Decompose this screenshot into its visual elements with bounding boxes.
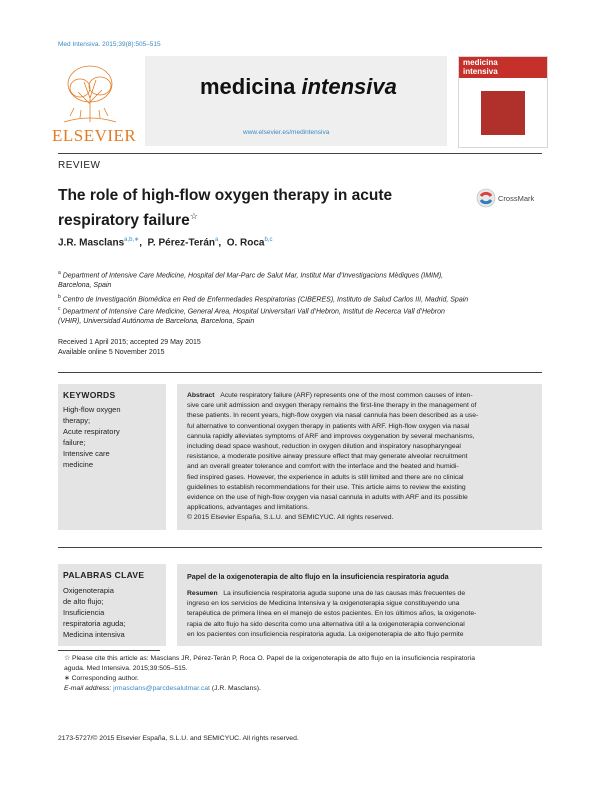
journal-title-italic: intensiva	[301, 74, 397, 99]
abstract-line: applications, advantages and limitations.	[187, 504, 310, 512]
journal-cover-thumbnail	[458, 56, 548, 148]
affiliation	[58, 304, 538, 327]
palabras-clave-heading: PALABRAS CLAVE	[63, 570, 145, 580]
affiliation-text: (VHIR), Universidad Autónoma de Barcelona, Barcelona, Spain	[58, 318, 255, 326]
email-link[interactable]: jrmasclans@parcdesalutmar.cat	[113, 685, 210, 692]
abstract-line: resistance, a moderate positive airway pressure effect that may generate alveolar recruitment	[187, 453, 468, 461]
resumen-line: ingreso en los servicios de Medicina Intensiva y la oxigenoterapia sigue constituyendo una	[187, 600, 460, 608]
footnote-star: ☆	[64, 655, 71, 662]
issn-copyright: 2173-5727/© 2015 Elsevier España, S.L.U. and SEMICYUC. All rights reserved.	[58, 735, 299, 742]
resumen-divider	[58, 547, 542, 548]
resumen-line: La insuficiencia respiratoria aguda supone una de las causas más frecuentes de	[223, 590, 466, 597]
author-name[interactable]: O. Roca	[226, 237, 265, 249]
resumen-line: rapia de alto flujo ha sido descrita como una alternativa útil a la oxigenoterapia convencional	[187, 620, 465, 628]
cover-image	[481, 91, 525, 135]
keywords-heading: KEYWORDS	[63, 390, 116, 400]
crossmark-icon	[476, 186, 546, 210]
footnote-text: Please cite this article as: Masclans JR, Pérez-Terán P, Roca O. Papel de la oxigenoterapia de alto flujo en la insuficiencia respiratoria	[71, 655, 475, 662]
footnote-divider	[58, 650, 160, 651]
article-dates	[58, 338, 201, 358]
cover-title-line1: medicina	[463, 58, 498, 67]
keyword-item: therapy;	[63, 416, 91, 425]
title-line-2: respiratory failure	[58, 212, 190, 230]
affiliation-sup: c	[58, 306, 61, 312]
affiliation	[58, 268, 538, 291]
abstract-line: ful alternative to conventional oxygen therapy in patients with ARF. High-flow oxygen via nasal	[187, 422, 470, 430]
cover-title	[463, 59, 498, 76]
author-name[interactable]: P. Pérez-Terán	[147, 237, 215, 249]
abstract-line: Acute respiratory failure (ARF) represents one of the most common causes of inten-	[220, 392, 473, 399]
keyword-item: Intensive care	[63, 449, 110, 458]
keyword-item: medicine	[63, 460, 94, 469]
resumen-line: terapéutica de primera línea en el manejo de estos pacientes. En los últimos años, la oxigenote-	[187, 610, 477, 618]
title-footnote-star[interactable]: ☆	[189, 211, 198, 221]
abstract-line: these patients. In recent years, high-flow oxygen via nasal cannula has been described as a use-	[187, 412, 479, 420]
crossmark-badge[interactable]	[476, 186, 546, 215]
author-sup[interactable]: a,b,∗	[124, 237, 140, 243]
corresponding-note: Corresponding author.	[71, 675, 139, 682]
resumen-label: Resumen	[187, 590, 218, 597]
palabras-clave-list	[63, 585, 126, 640]
article-title	[58, 186, 438, 231]
cover-title-line2: intensiva	[463, 66, 498, 76]
keyword-item: Insuficiencia	[63, 608, 105, 617]
resumen-text	[187, 589, 535, 640]
abstract-line: guidelines to establish recommendations for their use. This article aims to review the existing	[187, 483, 466, 491]
abstract-text	[187, 391, 535, 524]
received-date: Received 1 April 2015; accepted 29 May 2015	[58, 339, 201, 346]
abstract-divider	[58, 372, 542, 373]
keyword-item: de alto flujo;	[63, 597, 104, 606]
svg-text:CrossMark: CrossMark	[498, 194, 535, 203]
citation[interactable]: Med Intensiva. 2015;39(8):505–515	[58, 41, 161, 48]
affiliation-sup: b	[58, 294, 61, 300]
affiliation-text: Department of Intensive Care Medicine, Hospital del Mar-Parc de Salut Mar, Institut Mar d’Investigacions Mèdiques (IMIM),	[62, 272, 444, 280]
keyword-item: Oxigenoterapia	[63, 586, 114, 595]
abstract-line: and an overall greater tolerance and comfort with the interface and the heated and humidi-	[187, 463, 459, 471]
online-date: Available online 5 November 2015	[58, 349, 165, 356]
email-label: E-mail address:	[64, 685, 112, 692]
journal-title	[200, 74, 397, 100]
footnote-text: aguda. Med Intensiva. 2015;39:505–515.	[64, 665, 188, 672]
elsevier-wordmark: ELSEVIER	[52, 126, 137, 145]
author-name[interactable]: J.R. Masclans	[58, 237, 125, 249]
abstract-line: cannula rapidly alleviates symptoms of ARF and improves oxygenation by several mechanisms,	[187, 432, 475, 440]
affiliation-sup: a	[58, 270, 61, 276]
abstract-line: including dead space washout, reduction in oxygen dilution and inspiratory nasopharyngeal	[187, 443, 461, 451]
abstract-copyright: © 2015 Elsevier España, S.L.U. and SEMICYUC. All rights reserved.	[187, 514, 394, 522]
section-label: REVIEW	[58, 160, 101, 171]
abstract-line: sive care unit admission and oxygen therapy remains the first-line therapy in the management of	[187, 402, 477, 410]
affiliation-text: Barcelona, Spain	[58, 282, 112, 290]
affiliation-text: Department of Intensive Care Medicine, General Area, Hospital Universitari Vall d’Hebron, Institut de Recerca Vall d’Hebron	[62, 308, 445, 316]
resumen-line: en los pacientes con insuficiencia respiratoria aguda. La oxigenoterapia de alto flujo permite	[187, 630, 464, 638]
keyword-item: failure;	[63, 438, 86, 447]
abstract-line: fied inspired gases. However, the experience in adults is still limited and there are no clinical	[187, 473, 464, 481]
footnotes	[58, 654, 538, 694]
asterisk-mark: ∗	[64, 675, 70, 682]
journal-title-plain: medicina	[200, 74, 302, 99]
abstract-label: Abstract	[187, 392, 215, 399]
keyword-item: respiratoria aguda;	[63, 619, 126, 628]
keyword-item: High-flow oxygen	[63, 405, 121, 414]
keyword-item: Acute respiratory	[63, 427, 120, 436]
title-line-1: The role of high-flow oxygen therapy in acute	[58, 187, 393, 204]
journal-url-link[interactable]: www.elsevier.es/medintensiva	[243, 129, 330, 136]
author-sup[interactable]: a	[215, 237, 219, 243]
resumen-title: Papel de la oxigenoterapia de alto flujo en la insuficiencia respiratoria aguda	[187, 572, 449, 581]
keywords-list	[63, 404, 121, 470]
abstract-line: evidence on the use of high-flow oxygen via nasal cannula in adults with ARF and its possible	[187, 494, 468, 502]
email-suffix: (J.R. Masclans).	[211, 685, 261, 692]
author-list: J.R. Masclans$^{a,b,∗}$, P. Pérez-Terán$^a$, O. Roca$^{b,c}$	[58, 237, 273, 249]
affiliation-text: Centro de Investigación Biomédica en Red de Enfermedades Respiratorias (CIBERES), Instituto de Salud Carlos III, Madrid, Spain	[62, 296, 469, 304]
keyword-item: Medicina intensiva	[63, 630, 125, 639]
header-divider	[58, 153, 542, 154]
author-sup[interactable]: b,c	[264, 237, 273, 243]
